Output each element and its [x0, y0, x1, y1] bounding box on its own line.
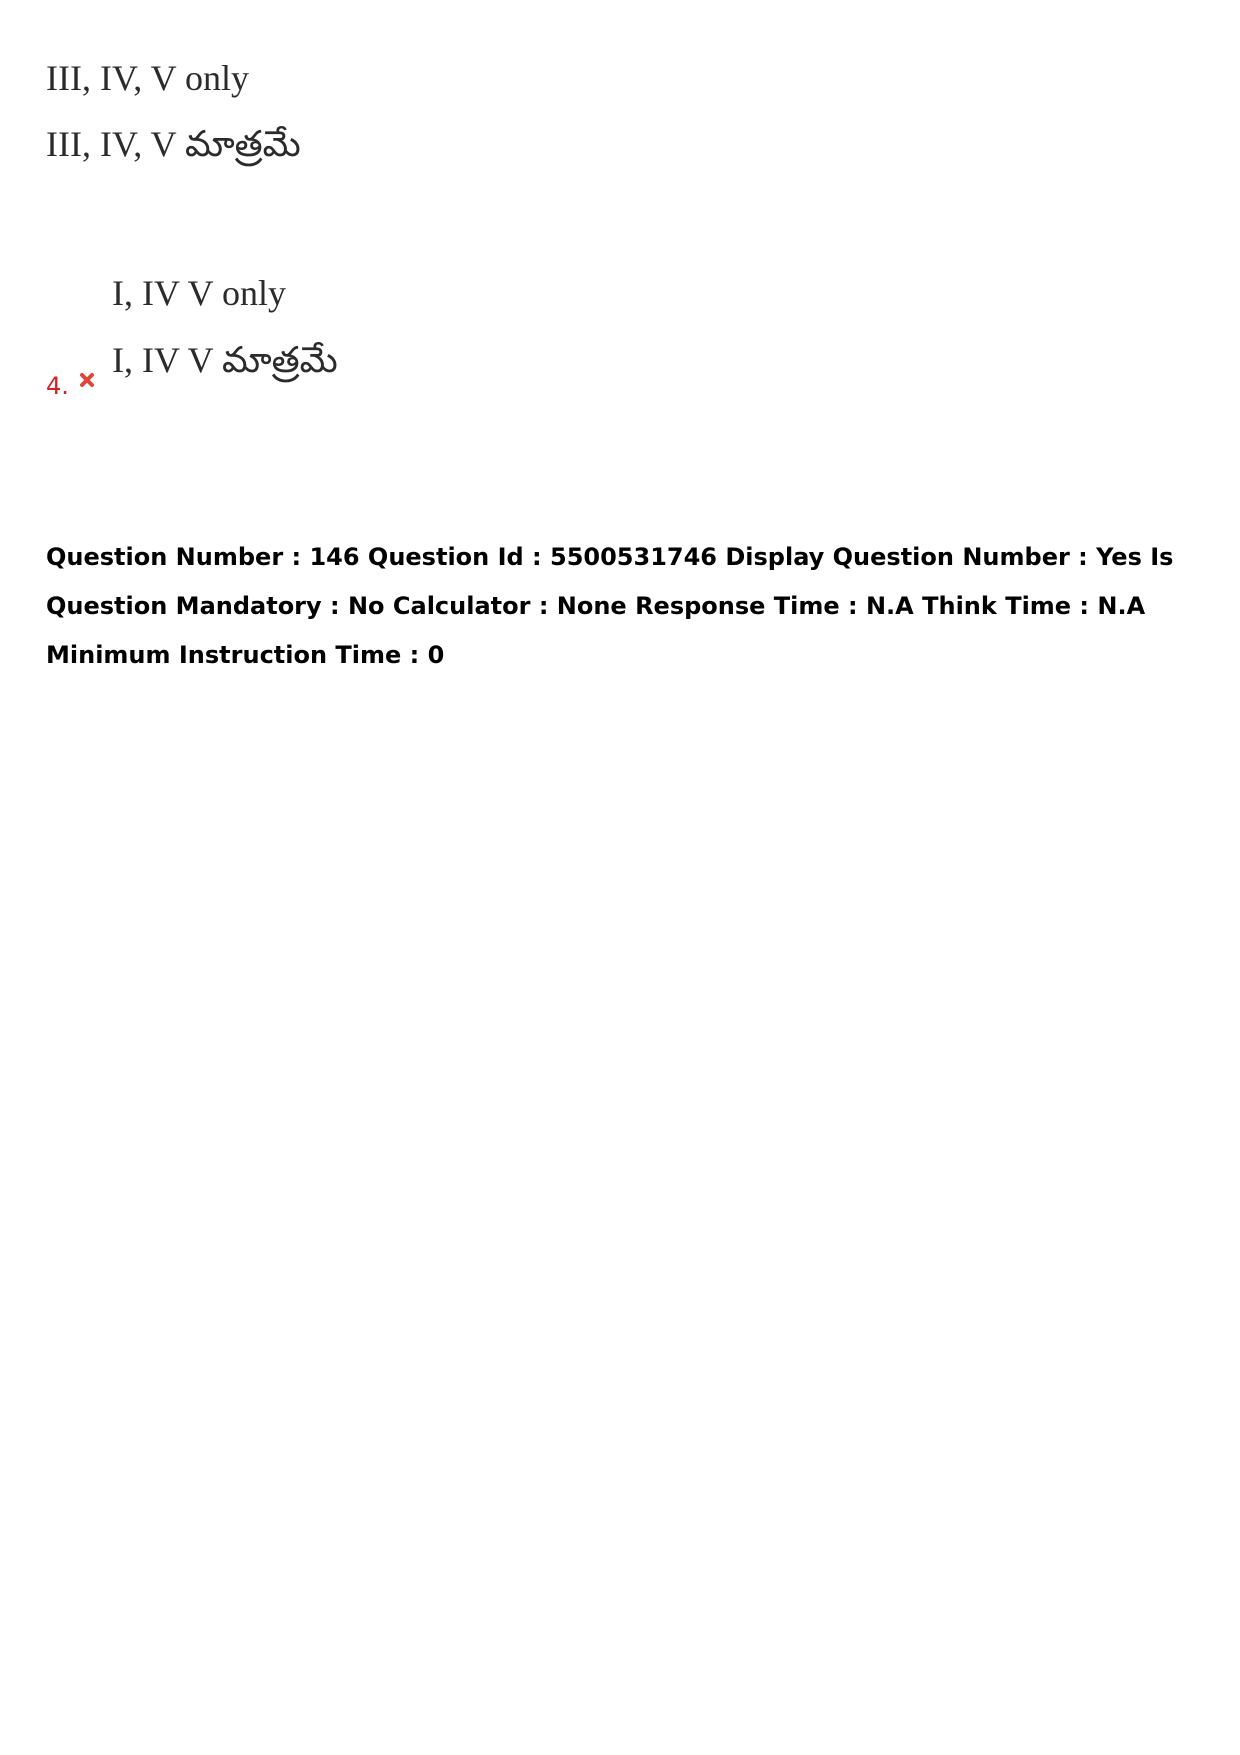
option-4-text-english: I, IV V only — [112, 273, 287, 313]
option-3-text-telugu: III, IV, V మాత్రమే — [46, 124, 301, 164]
question-metadata — [46, 533, 1206, 680]
option-4-number: 4. — [46, 372, 69, 400]
question-metadata-text: Question Number : 146 Question Id : 5500531746 Display Question Number : Yes Is Question Mandatory : No Calculator : None Response Time : N.A Think Time : N.A Minimum Instruction Time : 0 — [46, 543, 1174, 669]
option-4-text-telugu: I, IV V మాత్రమే — [112, 340, 338, 380]
option-3-text-english: III, IV, V only — [46, 58, 250, 98]
wrong-icon — [78, 371, 96, 389]
